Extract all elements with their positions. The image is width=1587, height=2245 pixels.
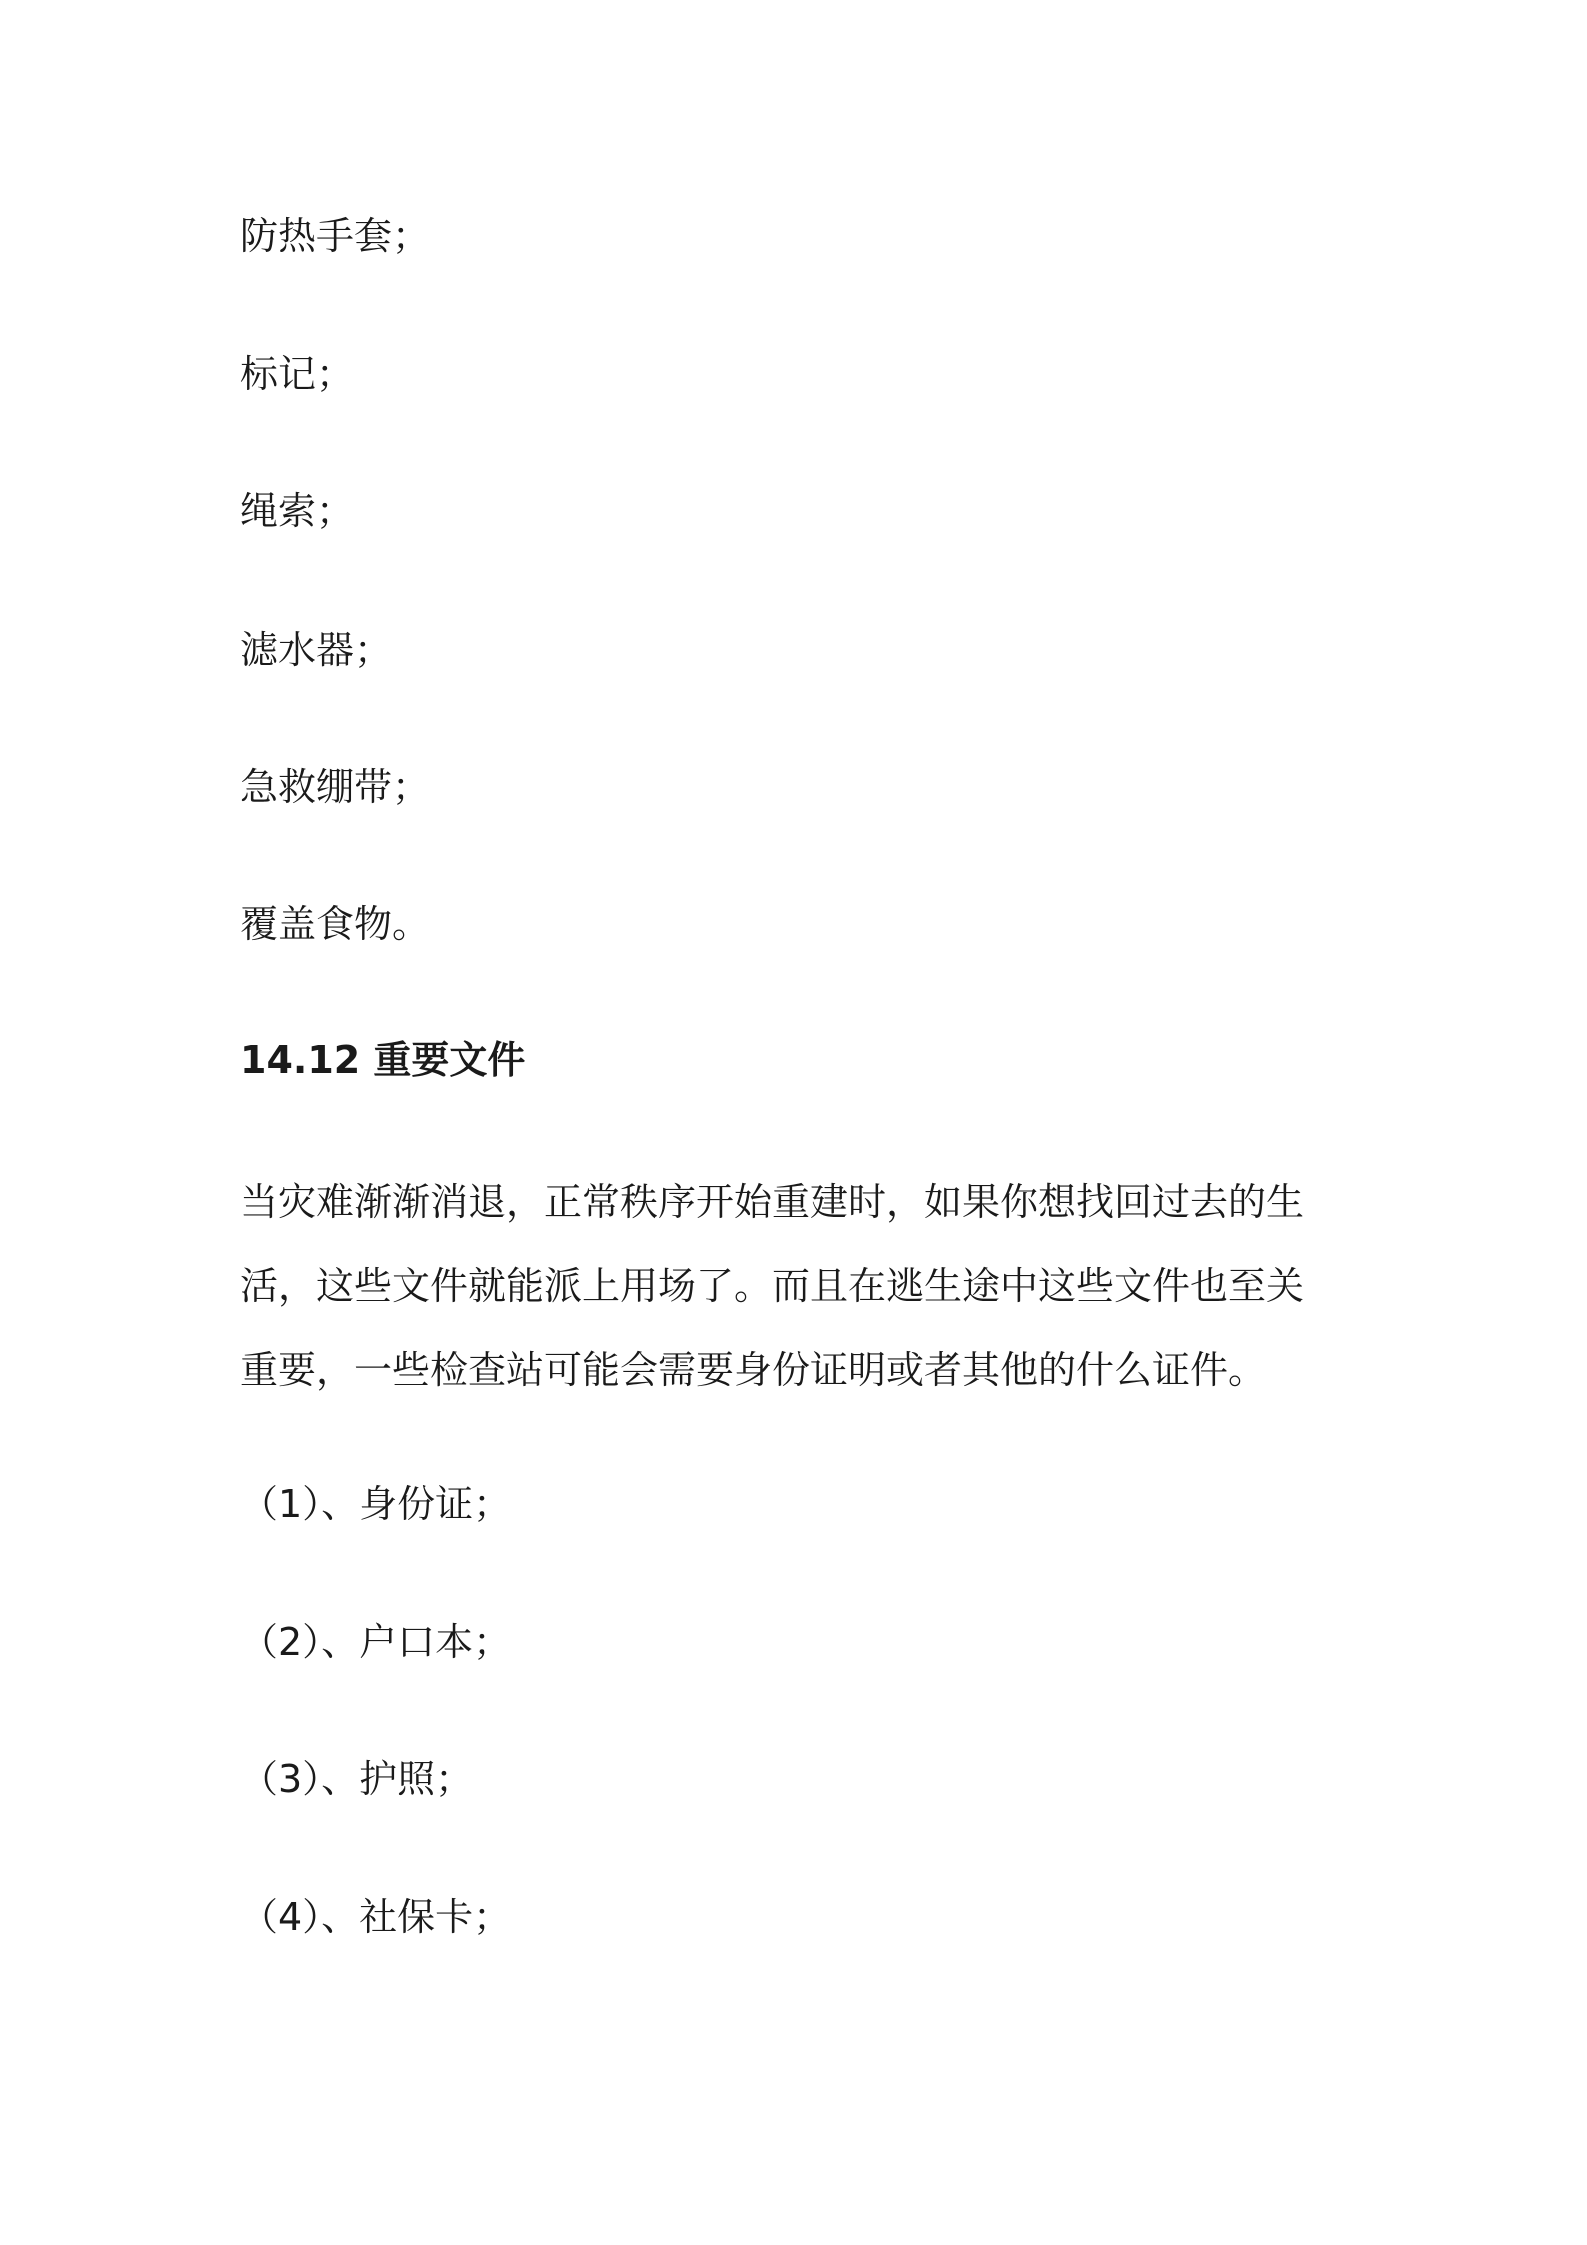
list-item: 滤水器； [240, 628, 393, 672]
list-item: 急救绷带； [240, 765, 431, 809]
document-item: （2）、户口本； [240, 1620, 512, 1664]
paragraph-line: 重要，一些检查站可能会需要身份证明或者其他的什么证件。 [240, 1348, 1267, 1392]
list-item: 标记； [240, 352, 355, 396]
document-item: （4）、社保卡； [240, 1895, 512, 1939]
section-heading: 14.12 重要文件 [240, 1038, 526, 1082]
paragraph-line: 活，这些文件就能派上用场了。而且在逃生途中这些文件也至关 [240, 1264, 1305, 1308]
list-item: 覆盖食物。 [240, 902, 431, 946]
list-item: 防热手套； [240, 214, 431, 258]
document-item: （3）、护照； [240, 1757, 474, 1801]
list-item: 绳索； [240, 489, 355, 533]
paragraph-line: 当灾难渐渐消退，正常秩序开始重建时，如果你想找回过去的生 [240, 1180, 1305, 1224]
document-item: （1）、身份证； [240, 1482, 512, 1526]
section-paragraph [240, 1160, 1360, 1412]
